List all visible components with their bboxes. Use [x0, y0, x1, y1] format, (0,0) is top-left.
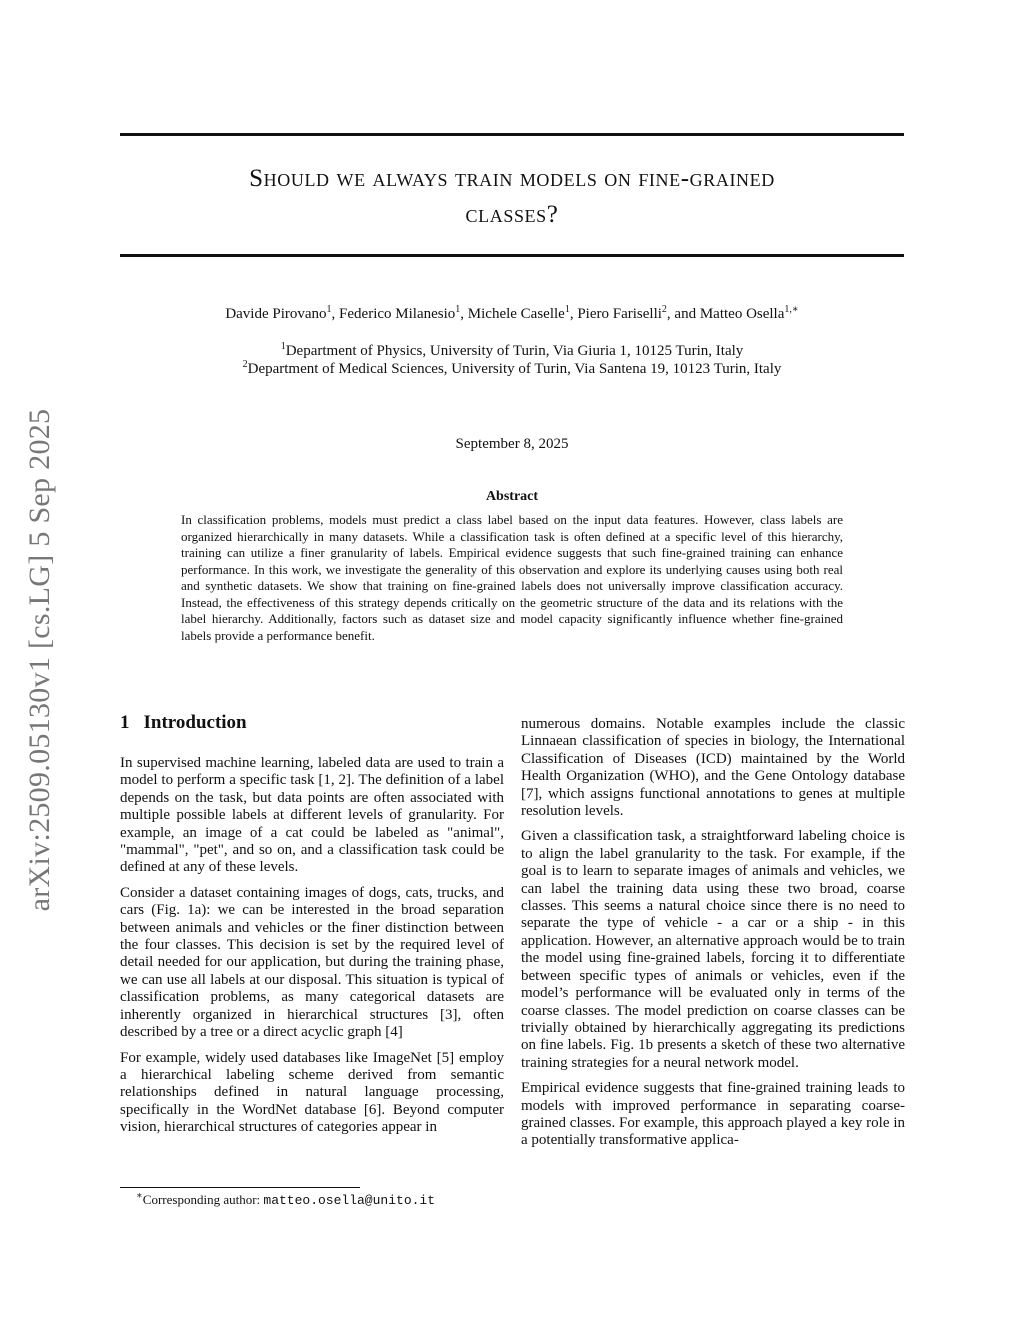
publication-date: September 8, 2025 — [455, 436, 569, 452]
paragraph: In supervised machine learning, labeled data are used to train a model to perform a specific task [1, 2]. The definition of a label depends on the task, but data points are often associated with multiple possible labels at different levels of granularity. For example, an image of a cat could be labeled as "animal", "mammal", "pet", and so on, and a classification task could be defined at any of these levels. — [120, 755, 504, 876]
footnote-label: Corresponding author: — [142, 1192, 264, 1207]
footnote — [136, 1192, 435, 1208]
left-column — [120, 755, 504, 1145]
section-heading — [120, 712, 247, 734]
section-number: 1 — [120, 712, 130, 733]
right-column — [521, 716, 905, 1158]
author-name: Davide Pirovano — [225, 306, 327, 322]
author-affil-mark: 1 — [564, 304, 570, 315]
title-rule-bottom — [120, 254, 904, 257]
title-rule-top — [120, 133, 904, 136]
affiliation-1: $^1$Department of Physics, University of Turin, Via Giuria 1, 10125 Turin, Italy — [280, 341, 744, 359]
footnote-mark: ∗ — [136, 1190, 143, 1202]
author-affil-mark: 1,∗ — [784, 304, 799, 315]
author-list: Davide Pirovano$^1$, Federico Milanesio$^1$, Michele Caselle$^1$, Piero Fariselli$^2$, and Matteo Osella$^{1,∗}$ — [225, 304, 799, 322]
author-name: Piero Fariselli — [577, 306, 662, 322]
author-name: Matteo Osella — [699, 306, 785, 322]
author-affil-mark: 2 — [661, 304, 667, 315]
paragraph: For example, widely used databases like ImageNet [5] employ a hierarchical labeling scheme derived from semantic relationships defined in natural language processing, specifically in the WordNet database [6]. Beyond computer vision, hierarchical structures of categories appear in — [120, 1049, 504, 1136]
paragraph: numerous domains. Notable examples include the classic Linnaean classification of species in biology, the International Classification of Diseases (ICD) maintained by the World Health Organization (WHO), and the Gene Ontology database [7], which assigns functional annotations to genes at multiple resolution levels. — [521, 716, 905, 820]
paper-title-line-2: classes? — [465, 201, 559, 228]
paragraph: Empirical evidence suggests that fine-grained training leads to models with improved performance in separating coarse-grained classes. For example, this approach played a key role in a potentially transformative applica- — [521, 1080, 905, 1149]
paragraph: Given a classification task, a straightforward labeling choice is to align the label granularity to the task. For example, if the goal is to learn to separate images of animals and vehicles, we can label the training data using these two broad, coarse classes. This seems a natural choice since there is no need to separate the type of vehicle - a car or a ship - in this application. However, an alternative approach would be to train the model using fine-grained labels, forcing it to differentiate between specific types of animals or vehicles, even if the model’s performance will be evaluated only in terms of the coarse classes. The model prediction on coarse classes can be trivially obtained by hierarchically aggregating its predictions on fine labels. Fig. 1b presents a sketch of these two alternative training strategies for a neural network model. — [521, 828, 905, 1071]
author-affil-mark: 1 — [326, 304, 332, 315]
abstract-text: In classification problems, models must predict a class label based on the input data features. However, class labels are organized hierarchically in many datasets. While a classification task is often defined at a specific level of this hierarchy, training can utilize a finer granularity of labels. Empirical evidence suggests that such fine-grained training can enhance performance. In this work, we investigate the generality of this observation and explore its underlying causes using both real and synthetic datasets. We show that training on fine-grained labels does not universally improve classification accuracy. Instead, the effectiveness of this strategy depends critically on the geometric structure of the data and its relations with the label hierarchy. Additionally, factors such as dataset size and model capacity significantly influence whether fine-grained labels provide a performance benefit. — [181, 512, 843, 643]
abstract-heading: Abstract — [485, 489, 539, 504]
corresponding-email-link[interactable]: matteo.osella@unito.it — [263, 1193, 436, 1208]
author-affil-mark: 1 — [455, 304, 461, 315]
paper-title-line-1: Should we always train models on fine-grained — [249, 165, 775, 192]
section-title: Introduction — [143, 712, 247, 733]
paragraph: Consider a dataset containing images of dogs, cats, trucks, and cars (Fig. 1a): we can be interested in the broad separation between animals and vehicles or the finer distinction between the four classes. This decision is set by the required level of detail needed for our application, but during the training phase, we can use all labels at our disposal. This situation is typical of classification problems, as many categorical datasets are inherently organized in hierarchical structures [3], often described by a tree or a direct acyclic graph [4] — [120, 884, 504, 1041]
affiliation-2: $^2$Department of Medical Sciences, University of Turin, Via Santena 19, 10123 Turin, Italy — [242, 359, 782, 377]
author-name: Michele Caselle — [467, 306, 565, 322]
footnote-rule — [120, 1187, 360, 1188]
author-name: Federico Milanesio — [339, 306, 456, 322]
arxiv-identifier-stamp: arXiv:2509.05130v1 [cs.LG] 5 Sep 2025 — [23, 408, 56, 912]
